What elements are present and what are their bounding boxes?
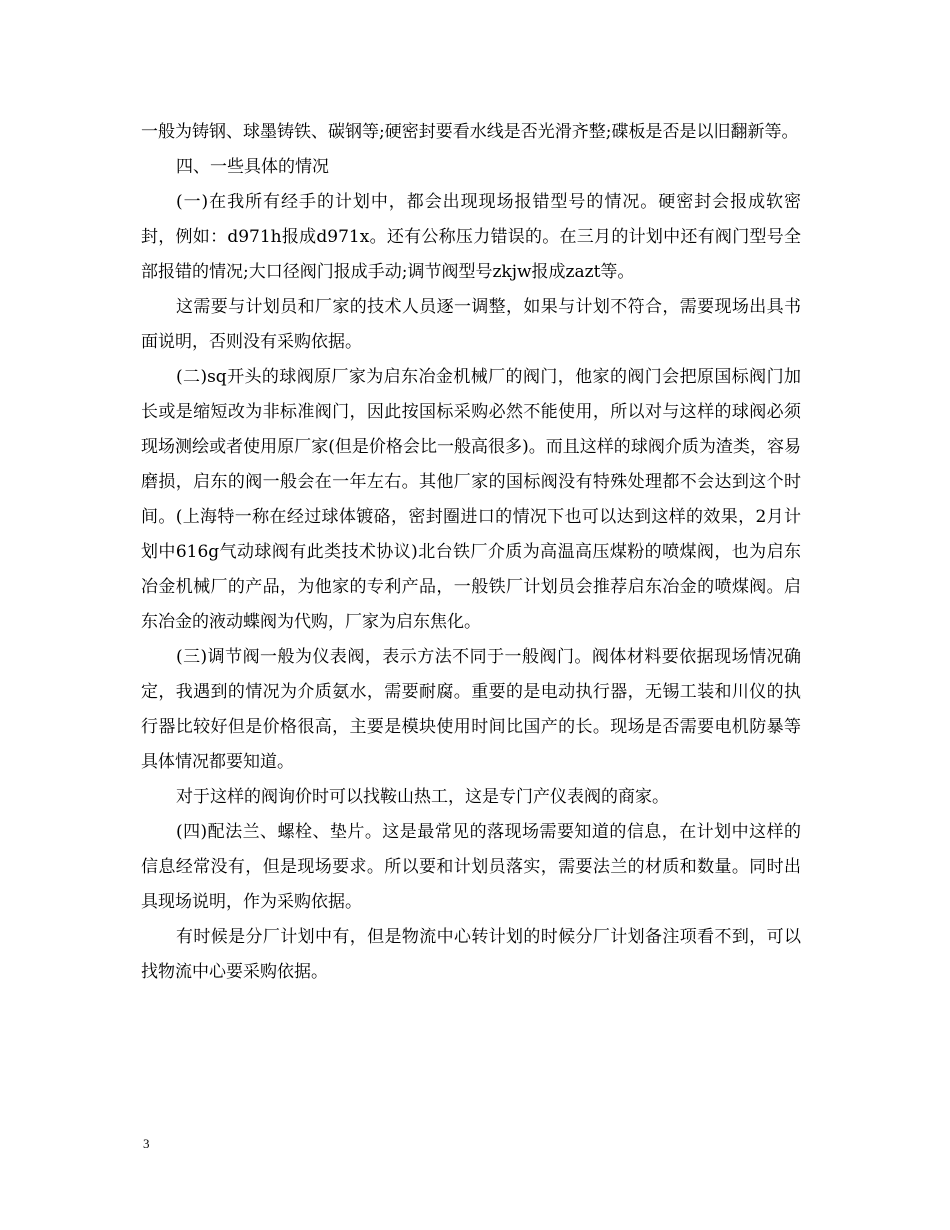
- section-heading: 四、一些具体的情况: [176, 157, 329, 177]
- paragraph-item-1-note: 这需要与计划员和厂家的技术人员逐一调整，如果与计划不符合，需要现场出具书面说明，否则没有采购依据。: [141, 297, 801, 352]
- paragraph-item-1: (一)在我所有经手的计划中，都会出现现场报错型号的情况。硬密封会报成软密封，例如：d971h报成d971x。还有公称压力错误的。在三月的计划中还有阀门型号全部报错的情况;大口径阀门报成手动;调节阀型号zkjw报成zazt等。: [141, 192, 801, 282]
- paragraph-item-2: (二)sq开头的球阀原厂家为启东冶金机械厂的阀门，他家的阀门会把原国标阀门加长或是缩短改为非标准阀门，因此按国标采购必然不能使用，所以对与这样的球阀必须现场测绘或者使用原厂家(但是价格会比一般高很多)。而且这样的球阀介质为渣类，容易磨损，启东的阀一般会在一年左右。其他厂家的国标阀没有特殊处理都不会达到这个时间。(上海特一称在经过球体镀硌，密封圈进口的情况下也可以达到这样的效果，2月计划中616g气动球阀有此类技术协议)北台铁厂介质为高温高压煤粉的喷煤阀，也为启东冶金机械厂的产品，为他家的专利产品，一般铁厂计划员会推荐启东冶金的喷煤阀。启东冶金的液动蝶阀为代购，厂家为启东焦化。: [141, 367, 801, 632]
- paragraph-item-4: (四)配法兰、螺栓、垫片。这是最常见的落现场需要知道的信息，在计划中这样的信息经常没有，但是现场要求。所以要和计划员落实，需要法兰的材质和数量。同时出具现场说明，作为采购依据。: [141, 822, 801, 912]
- document-body: [141, 115, 801, 990]
- paragraph-item-4-note: 有时候是分厂计划中有，但是物流中心转计划的时候分厂计划备注项看不到，可以找物流中心要采购依据。: [141, 927, 801, 982]
- page-number: 3: [143, 1136, 150, 1151]
- paragraph-continuation: 一般为铸钢、球墨铸铁、碳钢等;硬密封要看水线是否光滑齐整;碟板是否是以旧翻新等。: [141, 122, 799, 142]
- paragraph-item-3-note: 对于这样的阀询价时可以找鞍山热工，这是专门产仪表阀的商家。: [176, 787, 669, 807]
- paragraph-item-3: (三)调节阀一般为仪表阀，表示方法不同于一般阀门。阀体材料要依据现场情况确定，我遇到的情况为介质氨水，需要耐腐。重要的是电动执行器，无锡工装和川仪的执行器比较好但是价格很高，主要是模块使用时间比国产的长。现场是否需要电机防暴等具体情况都要知道。: [141, 647, 801, 772]
